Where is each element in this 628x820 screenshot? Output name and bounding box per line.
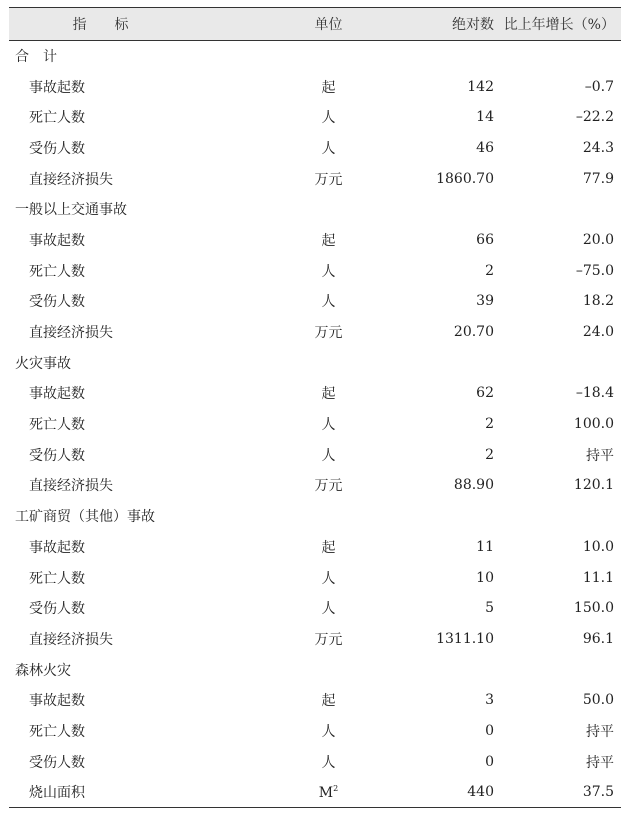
row-indicator: 直接经济损失 bbox=[29, 171, 113, 188]
section-header-row bbox=[9, 194, 621, 225]
row-unit bbox=[254, 716, 403, 747]
section-header-row bbox=[9, 41, 621, 72]
row-growth: 20.0 bbox=[582, 231, 614, 248]
row-unit bbox=[254, 317, 403, 348]
unit-text: 人 bbox=[321, 447, 336, 464]
row-indicator: 事故起数 bbox=[29, 539, 85, 556]
row-unit bbox=[254, 163, 403, 194]
table-row bbox=[9, 163, 621, 194]
row-absolute: 0 bbox=[485, 753, 494, 770]
row-growth: –22.2 bbox=[575, 109, 614, 126]
table-row bbox=[9, 225, 621, 256]
unit-text: 人 bbox=[321, 570, 336, 587]
row-unit bbox=[254, 532, 403, 563]
table-row bbox=[9, 439, 621, 470]
unit-text: 万元 bbox=[314, 171, 343, 188]
empty-cell bbox=[494, 194, 621, 225]
row-indicator: 直接经济损失 bbox=[29, 478, 113, 495]
row-unit bbox=[254, 439, 403, 470]
row-growth: –18.4 bbox=[575, 385, 614, 402]
row-growth: 96.1 bbox=[582, 630, 614, 647]
unit-text: 起 bbox=[321, 386, 336, 403]
row-growth: –0.7 bbox=[584, 78, 614, 95]
row-growth: 120.1 bbox=[573, 477, 614, 494]
row-unit bbox=[254, 746, 403, 777]
empty-cell bbox=[403, 194, 494, 225]
row-indicator: 事故起数 bbox=[29, 79, 85, 96]
row-unit bbox=[254, 102, 403, 133]
row-growth: 24.3 bbox=[582, 139, 614, 156]
unit-text: 起 bbox=[321, 79, 336, 96]
row-growth: 150.0 bbox=[573, 600, 614, 617]
row-absolute: 3 bbox=[485, 692, 494, 709]
row-absolute: 2 bbox=[485, 416, 494, 433]
unit-superscript: 2 bbox=[333, 783, 339, 793]
empty-cell bbox=[403, 654, 494, 685]
table-row bbox=[9, 102, 621, 133]
accident-statistics-table bbox=[9, 7, 621, 808]
row-indicator: 受伤人数 bbox=[29, 447, 85, 464]
table-row bbox=[9, 562, 621, 593]
empty-cell bbox=[494, 41, 621, 72]
row-indicator: 受伤人数 bbox=[29, 601, 85, 618]
table-row bbox=[9, 685, 621, 716]
section-title: 合 计 bbox=[15, 49, 57, 66]
row-growth: 10.0 bbox=[582, 538, 614, 555]
table-row bbox=[9, 624, 621, 655]
row-absolute: 88.90 bbox=[453, 477, 494, 494]
row-growth: 77.9 bbox=[582, 170, 614, 187]
header-growth: 比上年增长（%） bbox=[494, 8, 621, 41]
table-row bbox=[9, 716, 621, 747]
table-row bbox=[9, 317, 621, 348]
header-row bbox=[9, 8, 621, 41]
unit-text: 万元 bbox=[314, 478, 343, 495]
row-indicator: 受伤人数 bbox=[29, 754, 85, 771]
unit-text: 人 bbox=[321, 601, 336, 618]
row-unit bbox=[254, 470, 403, 501]
table-row bbox=[9, 286, 621, 317]
empty-cell bbox=[254, 347, 403, 378]
empty-cell bbox=[403, 501, 494, 532]
row-growth: 11.1 bbox=[582, 569, 614, 586]
row-unit bbox=[254, 593, 403, 624]
row-unit bbox=[254, 225, 403, 256]
empty-cell bbox=[254, 41, 403, 72]
row-unit bbox=[254, 562, 403, 593]
row-unit bbox=[254, 777, 403, 808]
row-absolute: 46 bbox=[476, 139, 494, 156]
table-row bbox=[9, 409, 621, 440]
row-growth: 持平 bbox=[586, 754, 614, 771]
row-growth: 持平 bbox=[586, 447, 614, 464]
unit-text: 人 bbox=[321, 723, 336, 740]
row-absolute: 5 bbox=[485, 600, 494, 617]
empty-cell bbox=[254, 654, 403, 685]
row-absolute: 440 bbox=[403, 777, 494, 808]
row-unit bbox=[254, 71, 403, 102]
row-absolute: 20.70 bbox=[453, 324, 494, 341]
unit-text: 万元 bbox=[314, 631, 343, 648]
table-row bbox=[9, 532, 621, 563]
row-absolute: 1860.70 bbox=[436, 170, 494, 187]
row-indicator: 死亡人数 bbox=[29, 263, 85, 280]
section-title: 火灾事故 bbox=[15, 355, 71, 372]
table-row bbox=[9, 593, 621, 624]
row-absolute: 2 bbox=[485, 262, 494, 279]
empty-cell bbox=[403, 41, 494, 72]
row-growth: 100.0 bbox=[573, 416, 614, 433]
row-unit bbox=[254, 286, 403, 317]
row-absolute: 62 bbox=[476, 385, 494, 402]
row-absolute: 142 bbox=[467, 78, 494, 95]
row-indicator: 受伤人数 bbox=[29, 294, 85, 311]
row-indicator: 事故起数 bbox=[29, 386, 85, 403]
unit-text: 人 bbox=[321, 263, 336, 280]
unit-text: 起 bbox=[321, 693, 336, 710]
table-row bbox=[9, 777, 621, 808]
row-absolute: 1311.10 bbox=[436, 630, 494, 647]
row-unit bbox=[254, 409, 403, 440]
section-title: 森林火灾 bbox=[15, 662, 71, 679]
row-indicator: 烧山面积 bbox=[9, 777, 254, 808]
row-absolute: 10 bbox=[476, 569, 494, 586]
unit-text: 人 bbox=[321, 110, 336, 127]
row-absolute: 39 bbox=[476, 293, 494, 310]
table-row bbox=[9, 133, 621, 164]
row-absolute: 14 bbox=[476, 109, 494, 126]
row-indicator: 死亡人数 bbox=[29, 570, 85, 587]
row-growth: 持平 bbox=[586, 723, 614, 740]
section-header-row bbox=[9, 347, 621, 378]
section-header-row bbox=[9, 654, 621, 685]
row-growth: 37.5 bbox=[494, 777, 621, 808]
row-indicator: 死亡人数 bbox=[29, 110, 85, 127]
table-row bbox=[9, 378, 621, 409]
unit-text: 起 bbox=[321, 232, 336, 249]
section-title: 工矿商贸（其他）事故 bbox=[15, 509, 155, 526]
row-growth: 50.0 bbox=[582, 692, 614, 709]
empty-cell bbox=[403, 347, 494, 378]
row-absolute: 66 bbox=[476, 231, 494, 248]
row-indicator: 直接经济损失 bbox=[29, 631, 113, 648]
table-body bbox=[9, 41, 621, 808]
row-unit bbox=[254, 255, 403, 286]
unit-text: 人 bbox=[321, 294, 336, 311]
statistics-table-container bbox=[9, 7, 621, 808]
row-unit bbox=[254, 685, 403, 716]
header-unit: 单位 bbox=[254, 8, 403, 41]
row-indicator: 死亡人数 bbox=[29, 417, 85, 434]
row-absolute: 0 bbox=[485, 722, 494, 739]
row-growth: 24.0 bbox=[582, 324, 614, 341]
row-absolute: 2 bbox=[485, 446, 494, 463]
table-row bbox=[9, 71, 621, 102]
section-title: 一般以上交通事故 bbox=[15, 202, 127, 219]
row-absolute: 11 bbox=[476, 538, 494, 555]
row-indicator: 事故起数 bbox=[29, 693, 85, 710]
empty-cell bbox=[494, 347, 621, 378]
table-row bbox=[9, 255, 621, 286]
row-indicator: 直接经济损失 bbox=[29, 325, 113, 342]
table-row bbox=[9, 746, 621, 777]
empty-cell bbox=[254, 194, 403, 225]
row-unit bbox=[254, 624, 403, 655]
row-indicator: 受伤人数 bbox=[29, 140, 85, 157]
header-absolute: 绝对数 bbox=[403, 8, 494, 41]
empty-cell bbox=[494, 501, 621, 532]
unit-text: M bbox=[318, 784, 334, 801]
row-unit bbox=[254, 133, 403, 164]
empty-cell bbox=[494, 654, 621, 685]
empty-cell bbox=[254, 501, 403, 532]
table-row bbox=[9, 470, 621, 501]
unit-text: 人 bbox=[321, 140, 336, 157]
header-indicator: 指 标 bbox=[9, 8, 254, 41]
section-header-row bbox=[9, 501, 621, 532]
row-growth: 18.2 bbox=[582, 293, 614, 310]
row-indicator: 事故起数 bbox=[29, 232, 85, 249]
unit-text: 人 bbox=[321, 754, 336, 771]
unit-text: 起 bbox=[321, 539, 336, 556]
unit-text: 万元 bbox=[314, 325, 343, 342]
unit-text: 人 bbox=[321, 417, 336, 434]
table-header bbox=[9, 8, 621, 41]
row-growth: –75.0 bbox=[575, 262, 614, 279]
row-unit bbox=[254, 378, 403, 409]
row-indicator: 死亡人数 bbox=[29, 723, 85, 740]
